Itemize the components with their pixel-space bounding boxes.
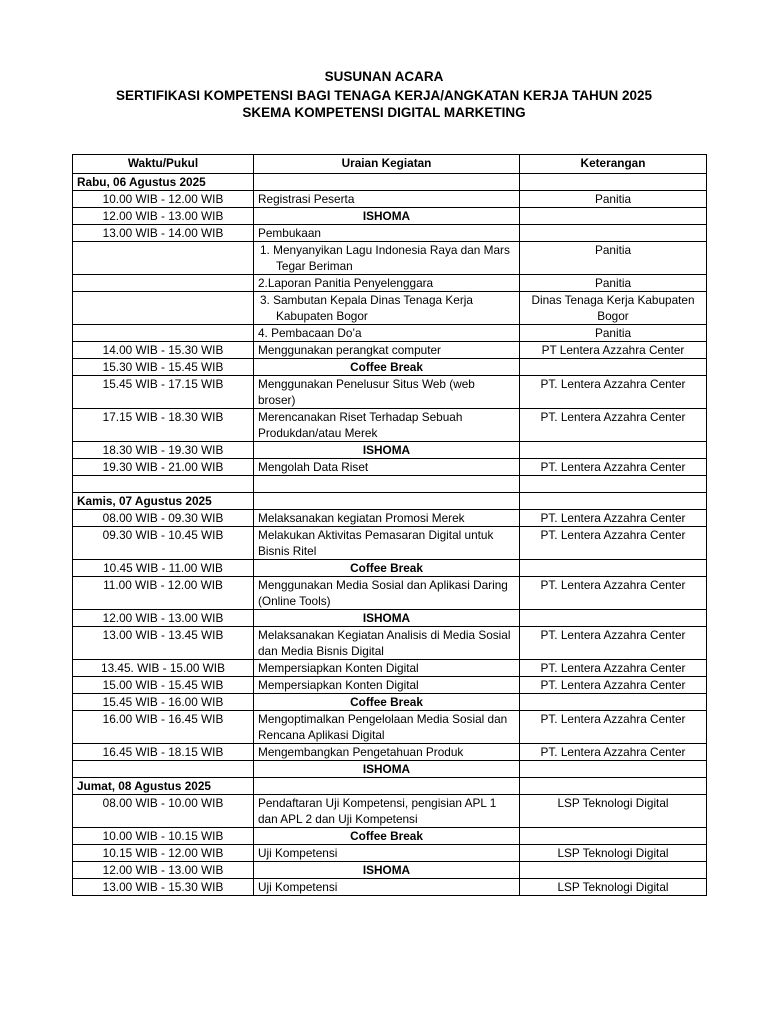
note-cell: LSP Teknologi Digital	[520, 879, 707, 896]
time-cell: 13.00 WIB - 13.45 WIB	[73, 627, 254, 660]
break-cell: ISHOMA	[254, 761, 520, 778]
time-cell	[73, 476, 254, 493]
activity-cell: 4. Pembacaan Do’a	[254, 325, 520, 342]
time-cell: 10.15 WIB - 12.00 WIB	[73, 845, 254, 862]
schedule-table	[72, 154, 707, 896]
time-cell: 18.30 WIB - 19.30 WIB	[73, 442, 254, 459]
time-cell: 15.45 WIB - 16.00 WIB	[73, 694, 254, 711]
note-cell	[520, 778, 707, 795]
break-cell: ISHOMA	[254, 862, 520, 879]
note-cell: PT. Lentera Azzahra Center	[520, 577, 707, 610]
table-row	[73, 610, 707, 627]
table-row	[73, 459, 707, 476]
note-cell	[520, 862, 707, 879]
table-row	[73, 744, 707, 761]
column-header-note: Keterangan	[520, 155, 707, 174]
note-cell: PT. Lentera Azzahra Center	[520, 510, 707, 527]
note-cell: Panitia	[520, 242, 707, 275]
time-cell: 08.00 WIB - 10.00 WIB	[73, 795, 254, 828]
note-cell: LSP Teknologi Digital	[520, 795, 707, 828]
time-cell: 11.00 WIB - 12.00 WIB	[73, 577, 254, 610]
break-cell: Coffee Break	[254, 694, 520, 711]
note-cell	[520, 610, 707, 627]
table-header-row	[73, 155, 707, 174]
note-cell: Panitia	[520, 275, 707, 292]
time-cell	[73, 292, 254, 325]
activity-cell: Pembukaan	[254, 225, 520, 242]
time-cell: 12.00 WIB - 13.00 WIB	[73, 862, 254, 879]
note-cell	[520, 761, 707, 778]
table-row	[73, 442, 707, 459]
time-cell: 15.00 WIB - 15.45 WIB	[73, 677, 254, 694]
activity-cell: 2.Laporan Panitia Penyelenggara	[254, 275, 520, 292]
activity-cell	[254, 778, 520, 795]
day-label: Kamis, 07 Agustus 2025	[73, 493, 254, 510]
day-header-row	[73, 493, 707, 510]
activity-cell: Mengolah Data Riset	[254, 459, 520, 476]
note-cell	[520, 560, 707, 577]
note-cell: PT. Lentera Azzahra Center	[520, 409, 707, 442]
break-cell: Coffee Break	[254, 560, 520, 577]
table-row	[73, 510, 707, 527]
time-cell: 16.45 WIB - 18.15 WIB	[73, 744, 254, 761]
table-row	[73, 292, 707, 325]
note-cell: PT. Lentera Azzahra Center	[520, 459, 707, 476]
day-header-row	[73, 174, 707, 191]
note-cell	[520, 174, 707, 191]
time-cell	[73, 325, 254, 342]
break-cell: ISHOMA	[254, 442, 520, 459]
table-row	[73, 191, 707, 208]
activity-cell: Menggunakan Penelusur Situs Web (web broser)	[254, 376, 520, 409]
break-cell: ISHOMA	[254, 610, 520, 627]
time-cell: 13.45. WIB - 15.00 WIB	[73, 660, 254, 677]
table-row	[73, 476, 707, 493]
table-row	[73, 879, 707, 896]
table-row	[73, 560, 707, 577]
note-cell: PT. Lentera Azzahra Center	[520, 376, 707, 409]
table-row	[73, 376, 707, 409]
break-cell: ISHOMA	[254, 208, 520, 225]
time-cell: 19.30 WIB - 21.00 WIB	[73, 459, 254, 476]
table-row	[73, 761, 707, 778]
activity-cell: Menggunakan Media Sosial dan Aplikasi Daring (Online Tools)	[254, 577, 520, 610]
note-cell: PT. Lentera Azzahra Center	[520, 660, 707, 677]
time-cell: 12.00 WIB - 13.00 WIB	[73, 208, 254, 225]
table-row	[73, 242, 707, 275]
time-cell	[73, 242, 254, 275]
day-label: Jumat, 08 Agustus 2025	[73, 778, 254, 795]
table-row	[73, 342, 707, 359]
time-cell	[73, 761, 254, 778]
table-row	[73, 627, 707, 660]
activity-cell: Pendaftaran Uji Kompetensi, pengisian APL 1 dan APL 2 dan Uji Kompetensi	[254, 795, 520, 828]
activity-cell: Registrasi Peserta	[254, 191, 520, 208]
activity-cell: Melaksanakan kegiatan Promosi Merek	[254, 510, 520, 527]
activity-cell	[254, 174, 520, 191]
activity-cell: Menggunakan perangkat computer	[254, 342, 520, 359]
note-cell: PT. Lentera Azzahra Center	[520, 627, 707, 660]
activity-cell: Melakukan Aktivitas Pemasaran Digital untuk Bisnis Ritel	[254, 527, 520, 560]
note-cell	[520, 694, 707, 711]
table-row	[73, 409, 707, 442]
time-cell: 12.00 WIB - 13.00 WIB	[73, 610, 254, 627]
activity-cell: Merencanakan Riset Terhadap Sebuah Produkdan/atau Merek	[254, 409, 520, 442]
note-cell	[520, 225, 707, 242]
schedule-body	[73, 174, 707, 896]
note-cell: PT. Lentera Azzahra Center	[520, 744, 707, 761]
note-cell	[520, 442, 707, 459]
break-cell: Coffee Break	[254, 828, 520, 845]
table-row	[73, 275, 707, 292]
note-cell: Panitia	[520, 191, 707, 208]
activity-cell: Uji Kompetensi	[254, 845, 520, 862]
table-row	[73, 711, 707, 744]
time-cell: 14.00 WIB - 15.30 WIB	[73, 342, 254, 359]
time-cell: 10.45 WIB - 11.00 WIB	[73, 560, 254, 577]
time-cell: 17.15 WIB - 18.30 WIB	[73, 409, 254, 442]
time-cell: 13.00 WIB - 14.00 WIB	[73, 225, 254, 242]
activity-cell: Melaksanakan Kegiatan Analisis di Media Sosial dan Media Bisnis Digital	[254, 627, 520, 660]
table-row	[73, 845, 707, 862]
activity-cell: Mengoptimalkan Pengelolaan Media Sosial dan Rencana Aplikasi Digital	[254, 711, 520, 744]
table-row	[73, 677, 707, 694]
time-cell: 08.00 WIB - 09.30 WIB	[73, 510, 254, 527]
activity-cell: Mempersiapkan Konten Digital	[254, 677, 520, 694]
time-cell	[73, 275, 254, 292]
note-cell: PT Lentera Azzahra Center	[520, 342, 707, 359]
document-title: SUSUNAN ACARA	[324, 69, 444, 84]
day-header-row	[73, 778, 707, 795]
time-cell: 10.00 WIB - 12.00 WIB	[73, 191, 254, 208]
table-row	[73, 577, 707, 610]
note-cell: PT. Lentera Azzahra Center	[520, 677, 707, 694]
activity-cell	[254, 476, 520, 493]
note-cell	[520, 359, 707, 376]
activity-cell: 1. Menyanyikan Lagu Indonesia Raya dan Mars Tegar Beriman	[254, 242, 520, 275]
table-row	[73, 225, 707, 242]
time-cell: 15.30 WIB - 15.45 WIB	[73, 359, 254, 376]
time-cell: 15.45 WIB - 17.15 WIB	[73, 376, 254, 409]
table-row	[73, 527, 707, 560]
table-row	[73, 694, 707, 711]
note-cell: PT. Lentera Azzahra Center	[520, 527, 707, 560]
note-cell: PT. Lentera Azzahra Center	[520, 711, 707, 744]
table-row	[73, 359, 707, 376]
note-cell	[520, 476, 707, 493]
day-label: Rabu, 06 Agustus 2025	[73, 174, 254, 191]
document-scheme: SKEMA KOMPETENSI DIGITAL MARKETING	[242, 105, 526, 120]
note-cell: Panitia	[520, 325, 707, 342]
column-header-time: Waktu/Pukul	[73, 155, 254, 174]
note-cell	[520, 828, 707, 845]
time-cell: 16.00 WIB - 16.45 WIB	[73, 711, 254, 744]
table-row	[73, 325, 707, 342]
time-cell: 09.30 WIB - 10.45 WIB	[73, 527, 254, 560]
note-cell	[520, 493, 707, 510]
activity-cell: Mengembangkan Pengetahuan Produk	[254, 744, 520, 761]
activity-cell	[254, 493, 520, 510]
time-cell: 10.00 WIB - 10.15 WIB	[73, 828, 254, 845]
column-header-activity: Uraian Kegiatan	[254, 155, 520, 174]
break-cell: Coffee Break	[254, 359, 520, 376]
note-cell: LSP Teknologi Digital	[520, 845, 707, 862]
table-row	[73, 862, 707, 879]
table-row	[73, 828, 707, 845]
table-row	[73, 660, 707, 677]
time-cell: 13.00 WIB - 15.30 WIB	[73, 879, 254, 896]
note-cell: Dinas Tenaga Kerja Kabupaten Bogor	[520, 292, 707, 325]
activity-cell: 3. Sambutan Kepala Dinas Tenaga Kerja Kabupaten Bogor	[254, 292, 520, 325]
note-cell	[520, 208, 707, 225]
activity-cell: Mempersiapkan Konten Digital	[254, 660, 520, 677]
document-subtitle: SERTIFIKASI KOMPETENSI BAGI TENAGA KERJA/ANGKATAN KERJA TAHUN 2025	[115, 88, 653, 103]
table-row	[73, 208, 707, 225]
table-row	[73, 795, 707, 828]
activity-cell: Uji Kompetensi	[254, 879, 520, 896]
